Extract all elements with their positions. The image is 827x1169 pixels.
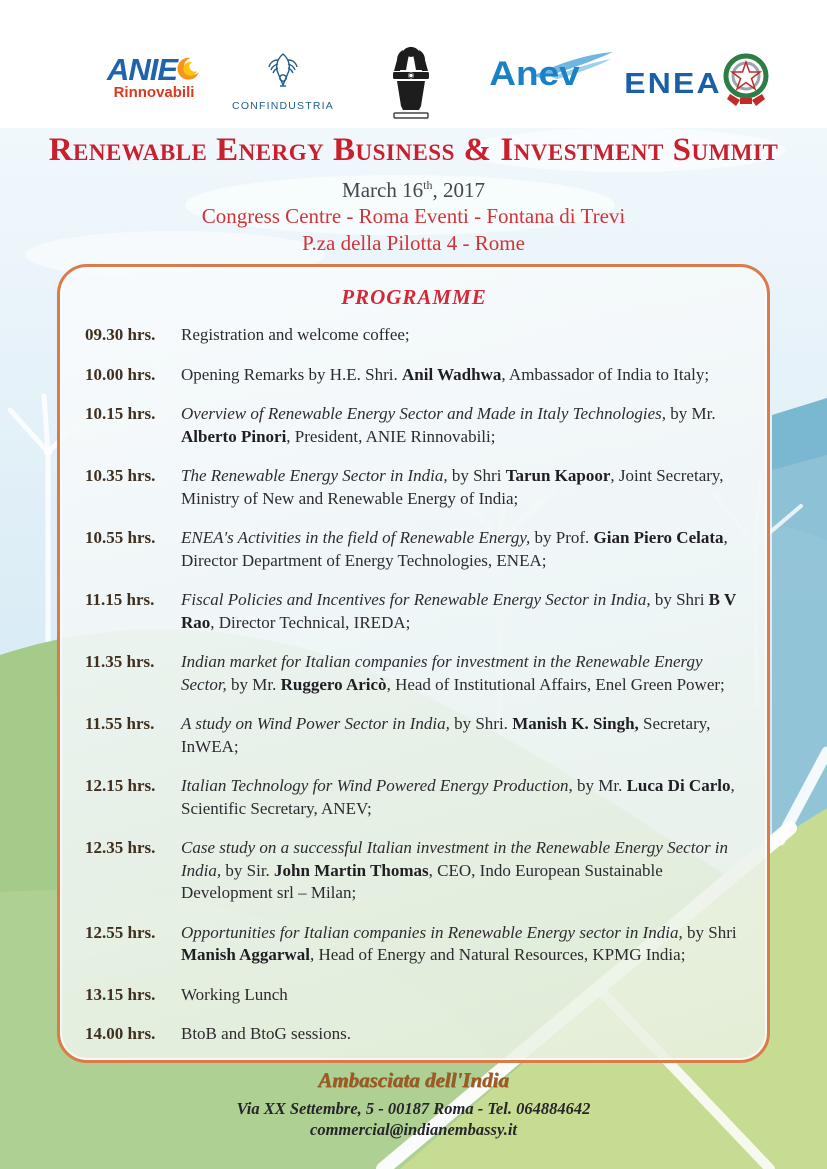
programme-description: ENEA's Activities in the field of Renewable Energy, by Prof. Gian Piero Celata, Director Department of Energy Technologies, ENEA; (181, 528, 728, 570)
anev-logo (452, 56, 617, 108)
anev-wordmark: Anev (489, 54, 580, 93)
programme-list (85, 324, 743, 1046)
embassy-name: Ambasciata dell'India (318, 1068, 509, 1092)
programme-time: 13.15 hrs. (85, 984, 156, 1004)
embassy-address: Via XX Settembre, 5 - 00187 Roma - Tel. 064884642 (236, 1099, 591, 1118)
enea-logo (618, 68, 722, 101)
embassy-email: commercial@indianembassy.it (310, 1120, 517, 1139)
anie-rinnovabili-logo (98, 52, 210, 101)
title-block (0, 130, 827, 257)
programme-time: 10.15 hrs. (85, 404, 156, 423)
programme-description: The Renewable Energy Sector in India, by Shri Tarun Kapoor, Joint Secretary, Ministry of New and Renewable Energy of India; (181, 466, 724, 508)
programme-item (85, 984, 743, 1007)
page-title: Renewable Energy Business & Investment Summit (48, 132, 779, 168)
confindustria-label: CONFINDUSTRIA (232, 100, 334, 112)
anie-sun-icon (177, 56, 201, 82)
confindustria-logo (228, 52, 338, 112)
logo-band (0, 0, 827, 128)
confindustria-eagle-icon (266, 52, 300, 92)
venue-line-2: P.za della Pilotta 4 - Rome (302, 231, 525, 255)
programme-description: A study on Wind Power Sector in India, by Shri. Manish K. Singh, Secretary, InWEA; (181, 714, 711, 756)
programme-description: Opportunities for Italian companies in Renewable Energy sector in India, by Shri Manish Aggarwal, Head of Energy and Natural Resources, KPMG India; (181, 922, 737, 964)
programme-box (57, 264, 770, 1063)
programme-item (85, 465, 743, 510)
programme-time: 10.55 hrs. (85, 528, 156, 547)
programme-item (85, 527, 743, 572)
programme-item (85, 324, 743, 347)
programme-time: 11.15 hrs. (85, 590, 155, 609)
programme-description: Fiscal Policies and Incentives for Renewable Energy Sector in India, by Shri B V Rao, Director Technical, IREDA; (181, 590, 736, 632)
programme-item (85, 713, 743, 758)
emblem-of-india (388, 44, 434, 120)
footer (0, 1068, 827, 1140)
programme-item (85, 922, 743, 967)
programme-description: Case study on a successful Italian investment in the Renewable Energy Sector in India, by Sir. John Martin Thomas, CEO, Indo European Sustainable Development srl – Milan; (181, 838, 729, 902)
programme-item (85, 651, 743, 696)
programme-time: 12.55 hrs. (85, 922, 156, 942)
event-date (0, 178, 827, 203)
programme-description: Overview of Renewable Energy Sector and Made in Italy Technologies, by Mr. Alberto Pinori, President, ANIE Rinnovabili; (181, 404, 716, 446)
anie-rinnovabili-label: Rinnovabili (113, 84, 195, 101)
anie-wordmark: ANIE (106, 52, 178, 87)
event-date-year: , 2017 (432, 178, 485, 202)
venue-line-1: Congress Centre - Roma Eventi - Fontana di Trevi (201, 204, 626, 228)
programme-item (85, 837, 743, 905)
programme-description: Opening Remarks by H.E. Shri. Anil Wadhwa, Ambassador of India to Italy; (181, 364, 710, 384)
programme-time: 11.35 hrs. (85, 652, 155, 671)
programme-description: Italian Technology for Wind Powered Energy Production, by Mr. Luca Di Carlo, Scientific Secretary, ANEV; (181, 776, 735, 818)
lion-capital-icon (388, 44, 434, 120)
programme-time: 09.30 hrs. (85, 325, 156, 344)
programme-description: Indian market for Italian companies for investment in the Renewable Energy Sector, by Mr. Ruggero Aricò, Head of Institutional Affairs, Enel Green Power; (181, 652, 725, 694)
emblem-of-italy (720, 48, 772, 110)
programme-description: Registration and welcome coffee; (181, 325, 410, 344)
programme-time: 10.35 hrs. (85, 466, 156, 485)
event-date-ordinal: th (423, 178, 433, 192)
programme-item (85, 403, 743, 448)
programme-time: 10.00 hrs. (85, 364, 156, 384)
programme-heading: PROGRAMME (341, 285, 487, 309)
programme-time: 11.55 hrs. (85, 714, 155, 733)
enea-wordmark: ENEA (624, 68, 722, 100)
programme-time: 12.35 hrs. (85, 838, 156, 857)
programme-item (85, 1023, 743, 1046)
programme-description: BtoB and BtoG sessions. (181, 1024, 352, 1043)
programme-time: 12.15 hrs. (85, 776, 156, 795)
event-date-day: March 16 (342, 178, 424, 202)
programme-item (85, 775, 743, 820)
italy-emblem-icon (720, 48, 772, 110)
programme-description: Working Lunch (181, 984, 288, 1004)
programme-item (85, 364, 743, 387)
programme-time: 14.00 hrs. (85, 1024, 156, 1043)
programme-item (85, 589, 743, 634)
